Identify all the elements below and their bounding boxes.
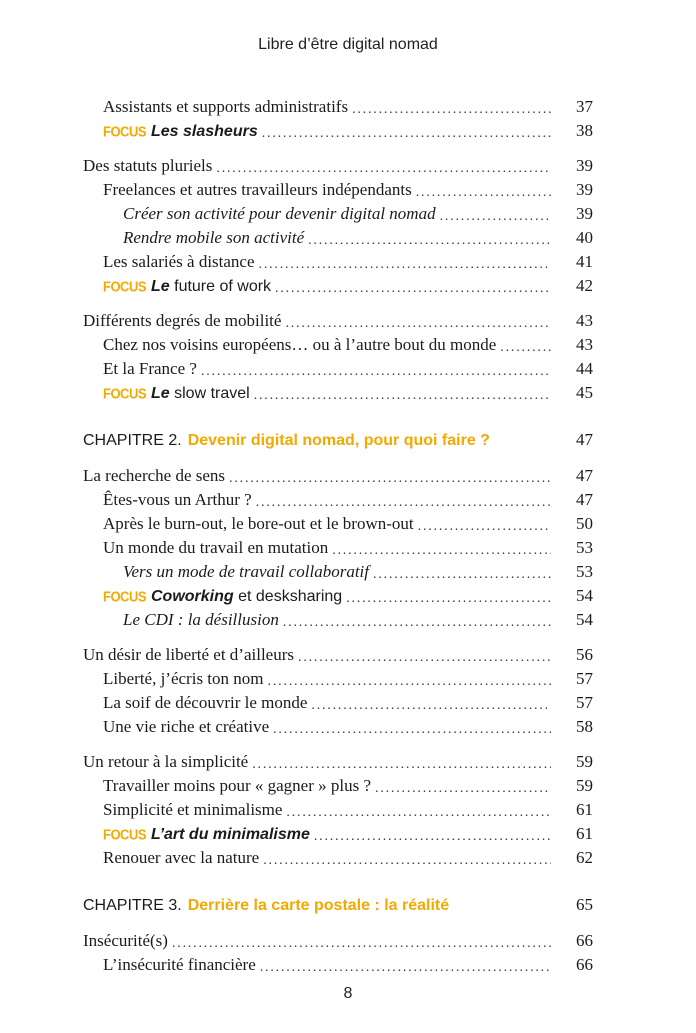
section-spacer	[83, 632, 593, 643]
toc-entry-title: Des statuts pluriels	[83, 156, 213, 175]
toc-page-number: 61	[576, 824, 593, 843]
focus-tag: FOCUS	[103, 122, 146, 141]
toc-subsubsection	[83, 226, 593, 250]
toc-subsection	[83, 357, 593, 381]
toc-page-number: 57	[576, 669, 593, 688]
toc-page-number: 58	[576, 717, 593, 736]
toc-subsection	[83, 178, 593, 202]
toc-focus-entry	[83, 119, 593, 143]
dot-leader	[346, 585, 551, 602]
toc-entry-title: Liberté, j’écris ton nom	[103, 669, 264, 688]
toc-entry-title: Différents degrés de mobilité	[83, 311, 282, 330]
dot-leader	[311, 692, 551, 709]
toc-subsection	[83, 250, 593, 274]
dot-leader	[373, 561, 551, 578]
chapter-spacer	[83, 870, 593, 892]
toc-subsubsection	[83, 202, 593, 226]
focus-tag: FOCUS	[103, 277, 146, 296]
toc-entry-title: Renouer avec la nature	[103, 848, 260, 867]
toc-page-number: 43	[576, 311, 593, 330]
focus-title-text: future of work	[169, 278, 272, 295]
dot-leader	[259, 251, 551, 268]
toc-chapter	[83, 892, 593, 918]
toc-subsection	[83, 691, 593, 715]
toc-page-number: 65	[576, 895, 593, 914]
toc-page-number: 59	[576, 776, 593, 795]
toc-subsubsection	[83, 560, 593, 584]
dot-leader	[229, 465, 551, 482]
toc-focus-entry	[83, 381, 593, 405]
toc-subsection	[83, 846, 593, 870]
focus-tag: FOCUS	[103, 587, 146, 606]
dot-leader	[416, 179, 551, 196]
toc-page-number: 57	[576, 693, 593, 712]
toc-page-number: 53	[576, 562, 593, 581]
focus-title-text: et desksharing	[233, 588, 343, 605]
toc-page-number: 41	[576, 252, 593, 271]
toc-subsection	[83, 536, 593, 560]
chapter-label: CHAPITRE 2.	[83, 432, 182, 449]
focus-title	[151, 275, 271, 299]
toc-subsection	[83, 953, 593, 977]
focus-title	[151, 585, 342, 609]
dot-leader	[254, 382, 551, 399]
toc-subsection	[83, 774, 593, 798]
table-of-contents	[83, 95, 593, 977]
toc-focus-entry	[83, 274, 593, 298]
dot-leader	[418, 513, 551, 530]
dot-leader	[440, 203, 551, 220]
toc-entry-title: Une vie riche et créative	[103, 717, 270, 736]
toc-entry-title: Un monde du travail en mutation	[103, 538, 329, 557]
toc-subsubsection	[83, 608, 593, 632]
toc-entry-title: Le CDI : la désillusion	[123, 610, 279, 629]
toc-page-number: 66	[576, 931, 593, 950]
dot-leader	[273, 716, 551, 733]
toc-entry-title: Chez nos voisins européens… ou à l’autre bout du monde	[103, 335, 497, 354]
toc-entry-title: Travailler moins pour « gagner » plus ?	[103, 776, 372, 795]
page-number: 8	[343, 985, 353, 1002]
running-head: Libre d’être digital nomad	[258, 36, 438, 53]
toc-entry-title: La soif de découvrir le monde	[103, 693, 308, 712]
dot-leader	[308, 227, 551, 244]
toc-page-number: 66	[576, 955, 593, 974]
toc-section	[83, 309, 593, 333]
toc-subsection	[83, 667, 593, 691]
toc-page-number: 54	[576, 610, 593, 629]
chapter-label: CHAPITRE 3.	[83, 897, 182, 914]
dot-leader	[216, 155, 551, 172]
toc-page-number: 44	[576, 359, 593, 378]
toc-focus-entry	[83, 822, 593, 846]
dot-leader	[256, 489, 551, 506]
section-spacer	[83, 298, 593, 309]
toc-section	[83, 929, 593, 953]
dot-leader	[352, 96, 551, 113]
toc-entry-title: L’insécurité financière	[103, 955, 256, 974]
toc-subsection	[83, 488, 593, 512]
toc-entry-title: Un désir de liberté et d’ailleurs	[83, 645, 295, 664]
toc-subsection	[83, 512, 593, 536]
dot-leader	[314, 823, 551, 840]
focus-title-emphasis: L’art du minimalisme	[151, 826, 310, 843]
dot-leader	[262, 120, 551, 137]
toc-page-number: 61	[576, 800, 593, 819]
dot-leader	[263, 847, 551, 864]
toc-entry-title: Et la France ?	[103, 359, 197, 378]
toc-entry-title: Rendre mobile son activité	[123, 228, 305, 247]
toc-page-number: 47	[576, 466, 593, 485]
toc-entry-title: Un retour à la simplicité	[83, 752, 249, 771]
toc-page-number: 42	[576, 276, 593, 295]
dot-leader	[332, 537, 551, 554]
toc-entry-title: Êtes-vous un Arthur ?	[103, 490, 252, 509]
section-spacer	[83, 453, 593, 464]
dot-leader	[500, 334, 551, 351]
focus-tag: FOCUS	[103, 825, 146, 844]
dot-leader	[268, 668, 551, 685]
toc-entry-title: Les salariés à distance	[103, 252, 255, 271]
dot-leader	[252, 751, 551, 768]
dot-leader	[283, 609, 551, 626]
dot-leader	[453, 895, 551, 911]
toc-subsection	[83, 715, 593, 739]
toc-page-number: 38	[576, 121, 593, 140]
toc-page-number: 56	[576, 645, 593, 664]
toc-page-number: 40	[576, 228, 593, 247]
toc-page-number: 54	[576, 586, 593, 605]
dot-leader	[375, 775, 551, 792]
toc-page-number: 47	[576, 490, 593, 509]
dot-leader	[260, 954, 551, 971]
dot-leader	[494, 430, 551, 446]
toc-section	[83, 643, 593, 667]
toc-page-number: 59	[576, 752, 593, 771]
toc-page-number: 50	[576, 514, 593, 533]
toc-entry-title: Simplicité et minimalisme	[103, 800, 283, 819]
chapter-spacer	[83, 405, 593, 427]
chapter-title: Devenir digital nomad, pour quoi faire ?	[187, 432, 490, 449]
focus-tag: FOCUS	[103, 384, 146, 403]
focus-title-text: slow travel	[169, 385, 250, 402]
toc-entry-title: Freelances et autres travailleurs indépendants	[103, 180, 412, 199]
toc-page-number: 39	[576, 180, 593, 199]
toc-section	[83, 750, 593, 774]
focus-title-emphasis: Coworking	[151, 588, 234, 605]
dot-leader	[285, 310, 551, 327]
toc-entry-title: Créer son activité pour devenir digital nomad	[123, 204, 436, 223]
dot-leader	[172, 930, 551, 947]
toc-page-number: 53	[576, 538, 593, 557]
toc-entry-title: Après le burn-out, le bore-out et le brown-out	[103, 514, 414, 533]
toc-page-number: 37	[576, 97, 593, 116]
focus-title	[151, 382, 250, 406]
toc-page-number: 43	[576, 335, 593, 354]
focus-title	[151, 823, 310, 847]
toc-subsection	[83, 333, 593, 357]
toc-page-number: 47	[576, 430, 593, 449]
focus-title-emphasis: Le	[151, 278, 170, 295]
focus-title	[151, 120, 258, 144]
toc-section	[83, 464, 593, 488]
toc-section	[83, 154, 593, 178]
toc-focus-entry	[83, 584, 593, 608]
toc-subsection	[83, 798, 593, 822]
toc-chapter	[83, 427, 593, 453]
toc-page-number: 39	[576, 156, 593, 175]
focus-title-emphasis: Les slasheurs	[151, 123, 258, 140]
toc-entry-title: Insécurité(s)	[83, 931, 168, 950]
toc-entry-title: Vers un mode de travail collaboratif	[123, 562, 370, 581]
dot-leader	[201, 358, 551, 375]
chapter-title: Derrière la carte postale : la réalité	[187, 897, 450, 914]
toc-page-number: 39	[576, 204, 593, 223]
toc-subsection	[83, 95, 593, 119]
toc-page-number: 62	[576, 848, 593, 867]
section-spacer	[83, 143, 593, 154]
dot-leader	[275, 275, 551, 292]
section-spacer	[83, 918, 593, 929]
toc-entry-title: Assistants et supports administratifs	[103, 97, 349, 116]
dot-leader	[298, 644, 551, 661]
dot-leader	[286, 799, 551, 816]
toc-page-number: 45	[576, 383, 593, 402]
toc-entry-title: La recherche de sens	[83, 466, 226, 485]
focus-title-emphasis: Le	[151, 385, 170, 402]
section-spacer	[83, 739, 593, 750]
